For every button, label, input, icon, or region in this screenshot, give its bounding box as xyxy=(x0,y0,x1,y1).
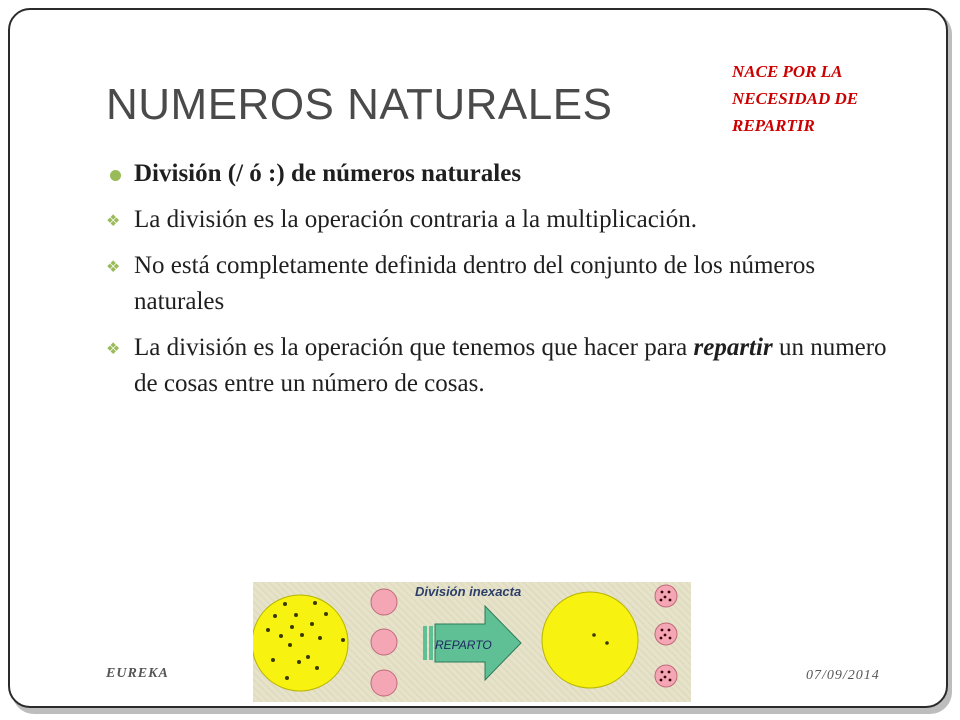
diamond-bullet-icon: ❖ xyxy=(106,211,121,230)
divisor-circle xyxy=(371,629,397,655)
dividend-circle xyxy=(253,595,348,691)
main-bullet-text: División (/ ó :) de números naturales xyxy=(134,160,522,187)
quotient-circle xyxy=(542,592,638,688)
share-circle xyxy=(655,585,677,607)
sub-bullet-text-pre: La división es la operación que tenemos que hacer para xyxy=(134,334,694,361)
division-illustration xyxy=(253,582,691,702)
slide-title: NUMEROS NATURALES xyxy=(106,80,613,129)
sub-bullet-1 xyxy=(104,202,904,238)
side-note: NACE POR LA NECESIDAD DE REPARTIR xyxy=(732,62,859,135)
footer-author: EUREKA xyxy=(106,666,169,681)
sub-bullet-text: La división es la operación contraria a la multiplicación. xyxy=(134,206,697,233)
share-circle xyxy=(655,665,677,687)
sub-bullet-text: No está completamente definida dentro del conjunto de los números naturales xyxy=(134,252,816,315)
main-bullet xyxy=(104,156,904,192)
footer-date: 07/09/2014 xyxy=(806,668,880,683)
emphasis-word: repartir xyxy=(693,334,773,361)
slide-content xyxy=(104,156,904,412)
sub-bullet-3 xyxy=(104,330,904,402)
diamond-bullet-icon: ❖ xyxy=(106,257,121,276)
sub-bullet-text-post: un numero de cosas entre un número de cosas. xyxy=(134,334,887,397)
diamond-bullet-icon: ❖ xyxy=(106,339,121,358)
figure-title: División inexacta xyxy=(415,584,522,599)
divisor-circle xyxy=(371,589,397,615)
divisor-circle xyxy=(371,670,397,696)
arrow-label: REPARTO xyxy=(435,638,492,652)
share-circle xyxy=(655,623,677,645)
sub-bullet-2 xyxy=(104,248,904,320)
bullet-dot-icon xyxy=(110,170,121,181)
